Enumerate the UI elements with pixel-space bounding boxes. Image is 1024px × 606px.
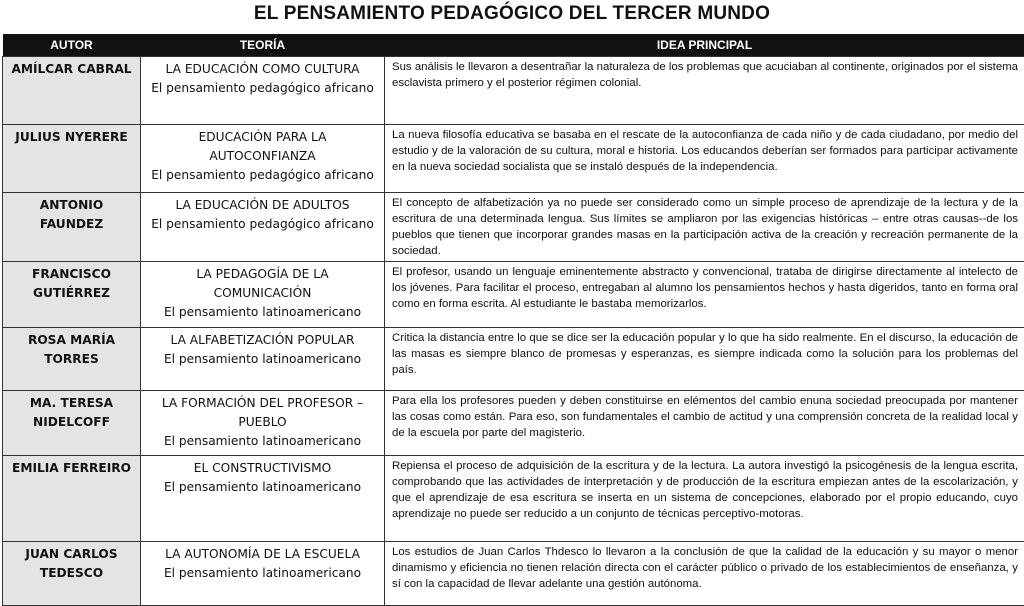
author-cell: MA. TERESA NIDELCOFF — [3, 391, 141, 456]
theory-school: El pensamiento latinoamericano — [147, 350, 378, 369]
author-cell: FRANCISCO GUTIÉRREZ — [3, 262, 141, 328]
theory-school: El pensamiento latinoamericano — [147, 564, 378, 583]
author-cell: JULIUS NYERERE — [3, 125, 141, 193]
header-row — [3, 34, 1024, 57]
theory-name: LA EDUCACIÓN DE ADULTOS — [147, 196, 378, 215]
table-row — [3, 456, 1024, 542]
theory-name: LA ALFABETIZACIÓN POPULAR — [147, 331, 378, 350]
theory-name: LA AUTONOMÍA DE LA ESCUELA — [147, 545, 378, 564]
theory-name: LA PEDAGOGÍA DE LA COMUNICACIÓN — [147, 265, 378, 303]
theory-cell — [141, 391, 385, 456]
theory-cell — [141, 125, 385, 193]
theory-school: El pensamiento latinoamericano — [147, 303, 378, 322]
table-row — [3, 262, 1024, 328]
idea-cell: Sus análisis le llevaron a desentrañar la naturaleza de los problemas que acuciaban al continente, originados por el sistema esclavista primero y el posterior régimen colonial. — [385, 57, 1024, 125]
table-row — [3, 328, 1024, 391]
theory-school: El pensamiento pedagógico africano — [147, 79, 378, 98]
theory-name: EDUCACIÓN PARA LA AUTOCONFIANZA — [147, 128, 378, 166]
author-cell: JUAN CARLOS TEDESCO — [3, 542, 141, 606]
theory-school: El pensamiento latinoamericano — [147, 432, 378, 451]
theory-cell — [141, 456, 385, 542]
theory-cell — [141, 193, 385, 262]
theory-cell — [141, 328, 385, 391]
idea-cell: La nueva filosofía educativa se basaba en el rescate de la autoconfianza de cada niño y de cada ciudadano, por medio del estudio y de la valoración de su cultura, moral e historia. Los educandos deberían ser formados para participar activamente en la nueva sociedad socialista que se instaló después de la independencia. — [385, 125, 1024, 193]
author-cell: EMILIA FERREIRO — [3, 456, 141, 542]
table-row — [3, 542, 1024, 606]
header-author: AUTOR — [3, 34, 141, 57]
idea-cell: Repiensa el proceso de adquisición de la escritura y de la lectura. La autora investigó la psicogénesis de la lengua escrita, comprobando que las actividades de interpretación y de producción de la escritura empiezan antes de la escolarización, y que el aprendizaje de esa escritura se inserta en un sistema de concepciones, elaborado por el propio educando, cuyo aprendizaje no puede ser reducido a un conjunto de técnicas perceptivo-motoras. — [385, 456, 1024, 542]
table-row — [3, 391, 1024, 456]
header-theory: TEORÍA — [141, 34, 385, 57]
theory-cell — [141, 262, 385, 328]
idea-cell: Para ella los profesores pueden y deben constituirse en elémentos del cambio enuna sociedad preocupada por mantener las cosas como están. Para eso, son fundamentales el cambio de actitud y una comprensión concreta de la realidad local y de la escuela por parte del magisterio. — [385, 391, 1024, 456]
author-cell: AMÍLCAR CABRAL — [3, 57, 141, 125]
pedagogy-table — [2, 34, 1024, 606]
table-row — [3, 57, 1024, 125]
idea-cell: El profesor, usando un lenguaje eminentemente abstracto y convencional, trataba de dirigirse directamente al intelecto de los jóvenes. Para facilitar el proceso, entregaban al alumno los pensamientos hechos y hasta digeridos, tanto en forma oral como en forma escrita. Al estudiante le bastaba memorizarlos. — [385, 262, 1024, 328]
theory-cell — [141, 542, 385, 606]
theory-school: El pensamiento pedagógico africano — [147, 215, 378, 234]
author-cell: ROSA MARÍA TORRES — [3, 328, 141, 391]
idea-cell: El concepto de alfabetización ya no puede ser considerado como un simple proceso de aprendizaje de la lectura y de la escritura de una determinada lengua. Sus límites se ampliaron por las exigencias históricas – entre otras causas--de los pueblos que tienen que incorporar grandes masas en la participación activa de la creación y recreación permanente de la sociedad. — [385, 193, 1024, 262]
theory-name: LA EDUCACIÓN COMO CULTURA — [147, 60, 378, 79]
table-row — [3, 125, 1024, 193]
author-cell: ANTONIO FAUNDEZ — [3, 193, 141, 262]
theory-cell — [141, 57, 385, 125]
idea-cell: Los estudios de Juan Carlos Thdesco lo llevaron a la conclusión de que la calidad de la educación y su mayor o menor dinamismo y eficiencia no tienen relación directa con el carácter público o privado de los establecimientos de enseñanza, y sí con la capacidad de llevar adelante una gestión autónoma. — [385, 542, 1024, 606]
page-title: EL PENSAMIENTO PEDAGÓGICO DEL TERCER MUNDO — [0, 3, 1024, 25]
header-idea: IDEA PRINCIPAL — [385, 34, 1024, 57]
theory-school: El pensamiento pedagógico africano — [147, 166, 378, 185]
table-row — [3, 193, 1024, 262]
idea-cell: Critica la distancia entre lo que se dice ser la educación popular y lo que ha sido realmente. En el discurso, la educación de las masas es siempre blanco de promesas y esperanzas, es siempre indicada como la solución para los problemas del país. — [385, 328, 1024, 391]
theory-school: El pensamiento latinoamericano — [147, 478, 378, 497]
theory-name: EL CONSTRUCTIVISMO — [147, 459, 378, 478]
theory-name: LA FORMACIÓN DEL PROFESOR – PUEBLO — [147, 394, 378, 432]
